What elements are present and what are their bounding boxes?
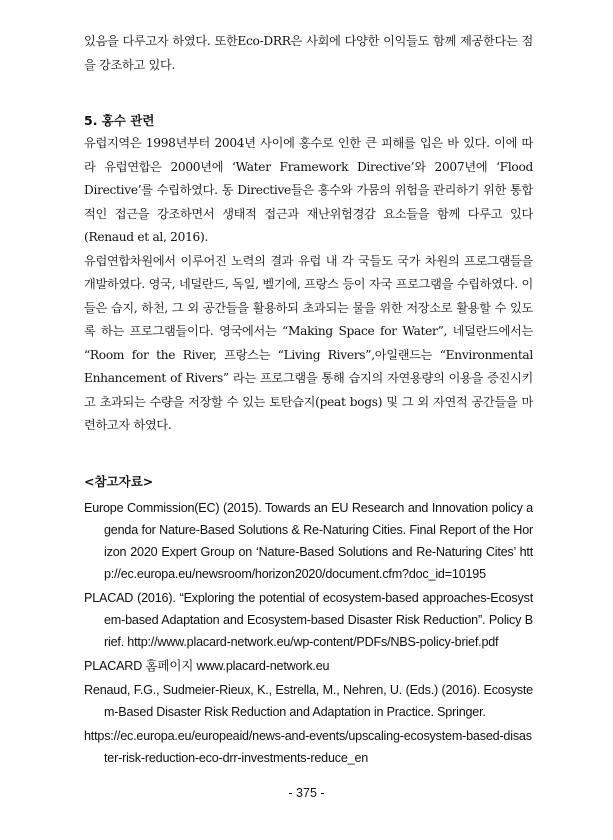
intro-paragraph: 있음을 다루고자 하였다. 또한Eco-DRR은 사회에 다양한 이익들도 함께 제공한다는 점을 강조하고 있다. — [84, 34, 533, 72]
reference-item: PLACAD (2016). “Exploring the potential of ecosystem-based approaches-Ecosystem-based Adaptation and Ecosystem-based Disaster Risk Reduction”. Policy Brief. http://www.placard-network.eu/wp-content/PDFs/NBS-policy-brief.pdf — [84, 590, 533, 649]
section-heading: 5. 홍수 관련 — [84, 113, 155, 128]
reference-item: Renaud, F.G., Sudmeier-Rieux, K., Estrella, M., Nehren, U. (Eds.) (2016). Ecosystem-Based Disaster Risk Reduction and Adaptation in Practice. Springer. — [84, 682, 533, 719]
reference-item: Europe Commission(EC) (2015). Towards an EU Research and Innovation policy agenda for Nature-Based Solutions & Re-Naturing Cities. Final Report of the Horizon 2020 Expert Group on ‘Nature-Based Solutions and Re-Naturing Cites’ http://ec.europa.eu/newsroom/horizon2020/document.cfm?doc_id=10195 — [84, 500, 533, 581]
reference-item: https://ec.europa.eu/europeaid/news-and-events/upscaling-ecosystem-based-disaster-risk-reduction-eco-drr-investments-reduce_en — [84, 728, 532, 765]
references-heading: <참고자료> — [84, 473, 154, 489]
reference-list — [84, 497, 533, 769]
reference-item: PLACARD 홈페이지 www.placard-network.eu — [84, 658, 330, 673]
flood-paragraph-1: 유럽지역은 1998년부터 2004년 사이에 홍수로 인한 큰 피해를 입은 바 있다. 이에 따라 유럽연합은 2000년에 ‘Water Framework Directive’와 2007년에 ‘Flood Directive’를 수립하였다. 동 Directive들은 홍수와 가뭄의 위험을 관리하기 위한 통합적인 접근을 강조하면서 생태적 접근과 재난위험경감 요소들을 함께 다루고 있다(Renaud et al, 2016). — [84, 136, 533, 244]
page-number: - 375 - — [288, 786, 325, 800]
document-page — [84, 30, 533, 771]
flood-paragraph-2: 유럽연합차원에서 이루어진 노력의 결과 유럽 내 각 국들도 국가 차원의 프로그램들을 개발하였다. 영국, 네덜란드, 독일, 벨기에, 프랑스 등이 자국 프로그램을 수립하였다. 이들은 습지, 하천, 그 외 공간들을 활용하되 초과되는 물을 위한 저장소로 활용할 수 있도록 하는 프로그램들이다. 영국에서는 “Making Space for Water”, 네덜란드에서는 “Room for the River, 프랑스는 “Living Rivers”,아일랜드는 “Environmental Enhancement of Rivers” 라는 프로그램을 통해 습지의 자연용량의 이용을 증진시키고 초과되는 수량을 저장할 수 있는 토탄습지(peat bogs) 및 그 외 자연적 공간들을 마련하고자 하였다. — [84, 253, 533, 432]
